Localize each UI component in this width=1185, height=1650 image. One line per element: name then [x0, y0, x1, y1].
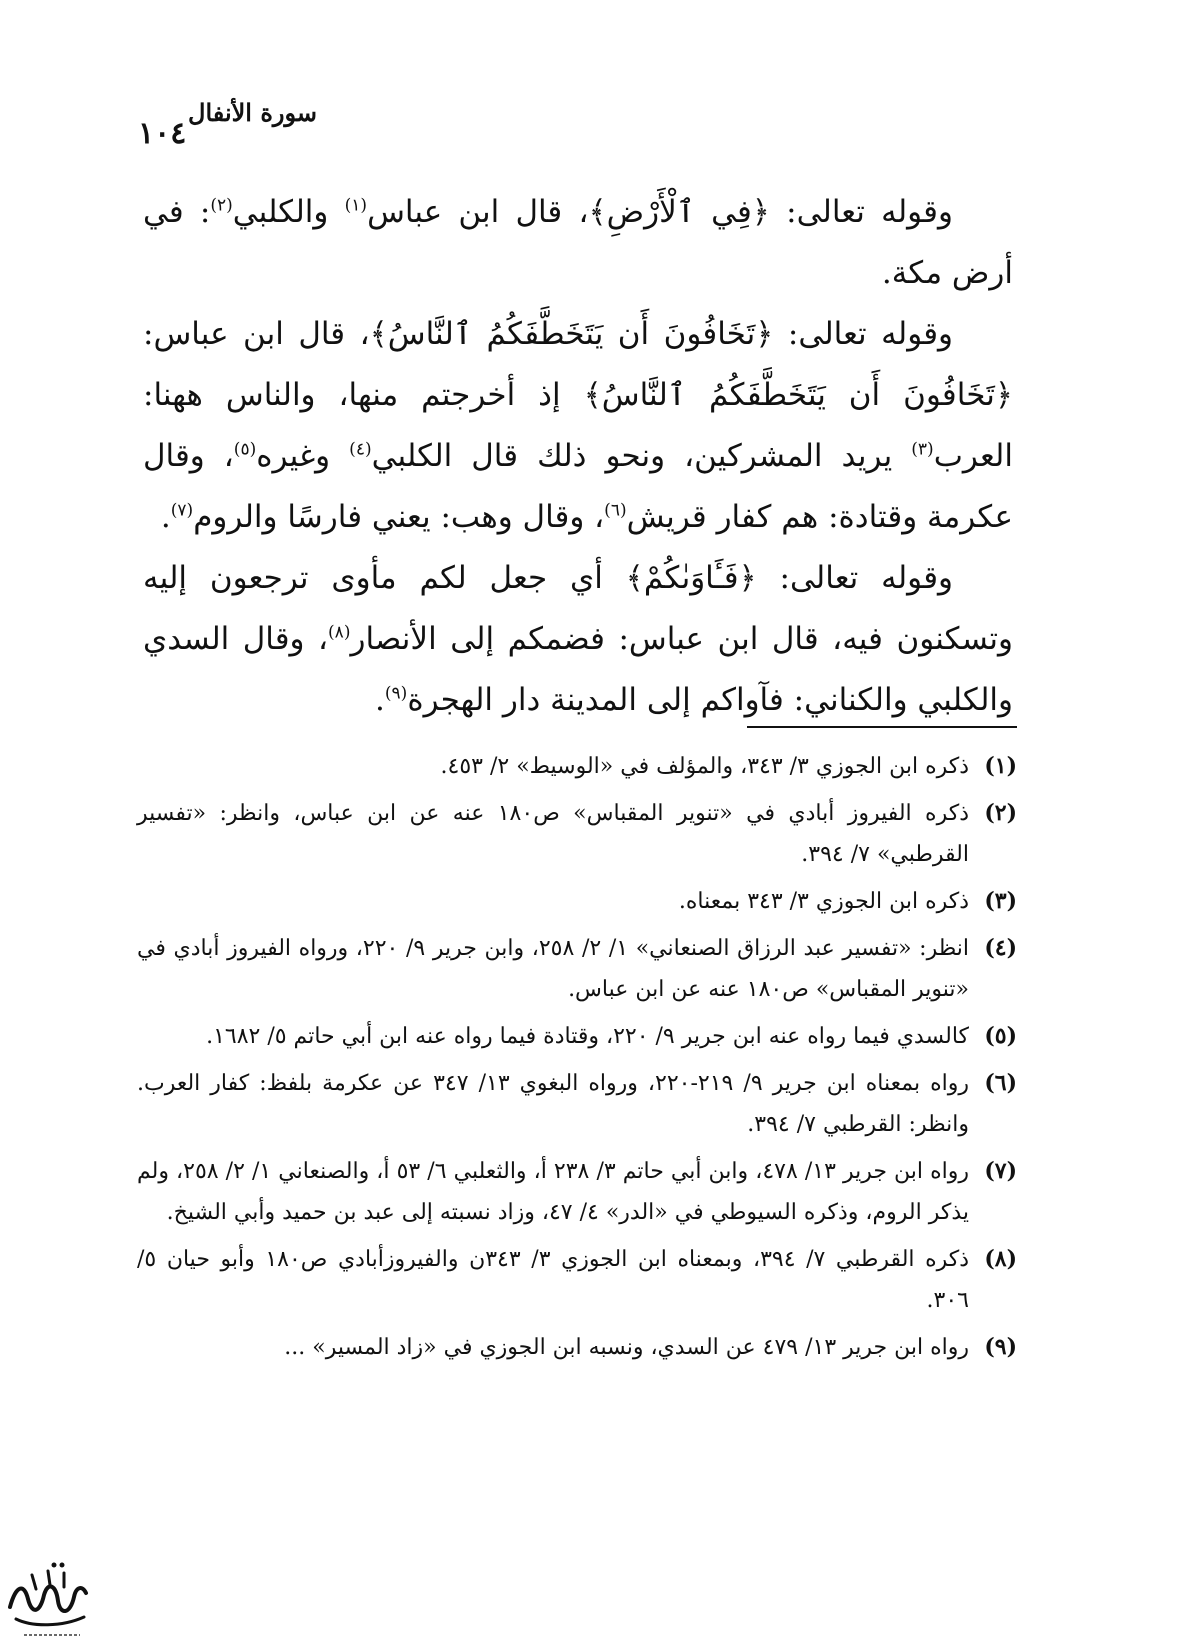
text-segment: يريد المشركين، ونحو ذلك قال الكلبي	[371, 438, 912, 474]
footnote-ref[interactable]: (١)	[344, 195, 368, 216]
text-segment: والكلبي	[232, 194, 345, 230]
footnote-text: كالسدي فيما رواه عنه ابن جرير ٩/ ٢٢٠، وقتادة فيما رواه عنه ابن أبي حاتم ٥/ ١٦٨٢.	[206, 1024, 969, 1049]
page-number: ١٠٤	[138, 116, 187, 151]
footnote-ref[interactable]: (٨)	[328, 622, 351, 643]
footnote-text: رواه بمعناه ابن جرير ٩/ ٢١٩-٢٢٠، ورواه البغوي ١٣/ ٣٤٧ عن عكرمة بلفظ: كفار العرب. وانظر: القرطبي ٧/ ٣٩٤.	[137, 1071, 969, 1137]
footnote-ref[interactable]: (٩)	[384, 683, 408, 704]
footnote-text: ذكره القرطبي ٧/ ٣٩٤، وبمعناه ابن الجوزي ٣/ ٣٤٣ن والفيروزأبادي ص١٨٠ وأبو حيان ٥/ ٣٠٦.	[137, 1247, 970, 1313]
text-segment: .	[160, 499, 171, 535]
footnote-item	[137, 1016, 1017, 1057]
footnote-text: ذكره ابن الجوزي ٣/ ٣٤٣ بمعناه.	[678, 889, 969, 914]
footnote-number: (٦)	[984, 1070, 1017, 1096]
footnote-number: (٩)	[984, 1334, 1017, 1360]
text-segment: .	[375, 682, 385, 718]
footnote-item	[137, 1151, 1017, 1233]
paragraph-1	[143, 182, 1013, 304]
footnote-ref[interactable]: (٣)	[911, 439, 934, 460]
footnote-text: رواه ابن جرير ١٣/ ٤٧٩ عن السدي، ونسبه ابن الجوزي في «زاد المسير» ...	[284, 1335, 969, 1360]
footnote-item	[137, 881, 1017, 922]
text-segment: وقوله تعالى: ﴿تَخَافُونَ أَن يَتَخَطَّفَكُمُ ٱلنَّاسُ﴾، قال ابن عباس: ﴿تَخَافُونَ أَن يَتَخَطَّفَكُمُ ٱلنَّاسُ﴾ إذ أخرجتم منها، والناس ههنا: العرب	[143, 316, 1013, 474]
footnote-ref[interactable]: (٦)	[604, 500, 627, 521]
footnote-number: (٢)	[984, 800, 1017, 826]
text-segment: وقوله تعالى: ﴿فَـَٔاوَىٰكُمْ﴾ أي جعل لكم مأوى ترجعون إليه وتسكنون فيه، قال ابن عباس: فضمكم إلى الأنصار	[143, 560, 1013, 657]
text-segment: : في أرض مكة.	[143, 194, 1013, 291]
footnote-separator	[747, 726, 1017, 728]
footnote-ref[interactable]: (٢)	[210, 195, 233, 216]
footnote-number: (٨)	[984, 1246, 1017, 1272]
text-segment: ، وقال السدي والكلبي والكناني: فآواكم إلى المدينة دار الهجرة	[143, 621, 1013, 718]
text-segment: وقوله تعالى: ﴿فِي ٱلْأَرْضِ﴾، قال ابن عباس	[367, 194, 953, 230]
text-segment: ، وقال عكرمة وقتادة: هم كفار قريش	[143, 438, 1013, 535]
surah-title: سورة الأنفال	[188, 98, 317, 127]
footnote-text: ذكره ابن الجوزي ٣/ ٣٤٣، والمؤلف في «الوسيط» ٢/ ٤٥٣.	[440, 754, 969, 779]
footnote-text: انظر: «تفسير عبد الرزاق الصنعاني» ١/ ٢/ ٢٥٨، وابن جرير ٩/ ٢٢٠، ورواه الفيروز أبادي في «تنوير المقباس» ص١٨٠ عنه عن ابن عباس.	[137, 936, 970, 1002]
footnote-item	[137, 1239, 1017, 1321]
main-text	[143, 182, 1013, 731]
footnote-ref[interactable]: (٤)	[349, 439, 372, 460]
footnote-text: رواه ابن جرير ١٣/ ٤٧٨، وابن أبي حاتم ٣/ ٢٣٨ أ، والثعلبي ٦/ ٥٣ أ، والصنعاني ١/ ٢/ ٢٥٨، ولم يذكر الروم، وذكره السيوطي في «الدر» ٤/ ٤٧، وزاد نسبته إلى عبد بن حميد وأبي الشيخ.	[137, 1159, 969, 1225]
footnote-number: (٣)	[984, 888, 1017, 914]
footnote-number: (٥)	[984, 1023, 1017, 1049]
footnote-number: (٧)	[984, 1158, 1017, 1184]
footnote-number: (٤)	[984, 935, 1017, 961]
text-segment: ، وقال وهب: يعني فارسًا والروم	[193, 499, 605, 535]
footnotes-list	[137, 746, 1017, 1374]
footnote-number: (١)	[984, 753, 1017, 779]
footnote-text: ذكره الفيروز أبادي في «تنوير المقباس» ص١٨٠ عنه عن ابن عباس، وانظر: «تفسير القرطبي» ٧/ ٣٩٤.	[137, 801, 969, 867]
footnote-item	[137, 1063, 1017, 1145]
paragraph-3	[143, 548, 1013, 731]
footnote-ref[interactable]: (٧)	[170, 500, 194, 521]
logo-calligraphy-icon	[2, 1555, 94, 1645]
footnote-item	[137, 928, 1017, 1010]
footnote-item	[137, 746, 1017, 787]
footnote-item	[137, 793, 1017, 875]
footnote-ref[interactable]: (٥)	[233, 439, 257, 460]
paragraph-2	[143, 304, 1013, 548]
publisher-logo	[2, 1555, 94, 1645]
text-segment: وغيره	[256, 438, 350, 474]
footnote-item	[137, 1327, 1017, 1368]
